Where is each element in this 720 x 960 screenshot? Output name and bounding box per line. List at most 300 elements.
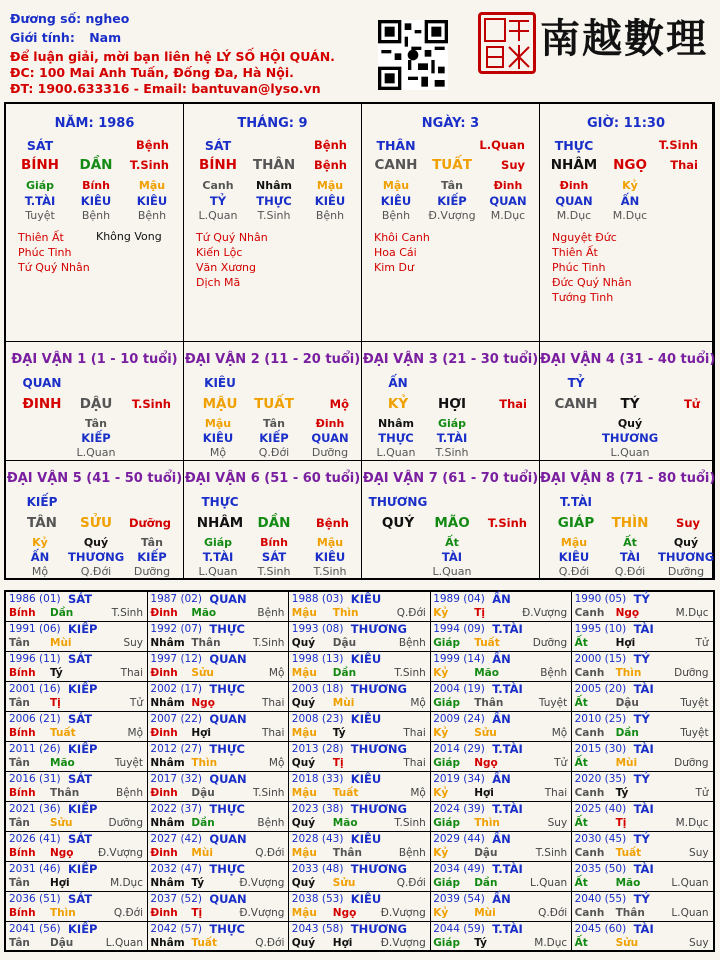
year-label: 1993 (08)	[291, 623, 344, 635]
year-can: Ất	[574, 697, 588, 709]
year-cell	[147, 922, 289, 952]
year-god: T.TÀI	[492, 802, 523, 816]
hidden-status: Bệnh	[81, 209, 111, 222]
hidden-stem: Quý	[83, 536, 109, 549]
year-can: Nhâm	[150, 637, 185, 649]
year-label: 2000 (15)	[574, 653, 627, 665]
hidden-stem: Tân	[263, 417, 285, 430]
dai-van-chi: DẬU	[79, 396, 113, 412]
hidden-stem: Mậu	[204, 417, 232, 430]
pillar-god: SÁT	[204, 138, 232, 153]
year-chi: Mùi	[615, 757, 638, 769]
year-status: Suy	[689, 937, 709, 949]
year-chi: Tị	[474, 607, 485, 619]
star-item: Tứ Quý Nhân	[196, 231, 268, 244]
year-chi: Thìn	[191, 757, 218, 769]
year-cell	[289, 592, 431, 622]
year-can: Đinh	[150, 847, 178, 859]
year-label: 2015 (30)	[574, 743, 627, 755]
year-cell	[289, 742, 431, 772]
year-cell	[572, 802, 714, 832]
year-status: T.Sinh	[252, 787, 285, 799]
year-chi: Tị	[615, 817, 627, 829]
year-god: SÁT	[68, 832, 93, 846]
dai-van-god: KIÊU	[204, 376, 236, 390]
hidden-status: Đ.Vượng	[428, 209, 476, 222]
hidden-god: QUAN	[555, 194, 593, 208]
year-label: 2001 (16)	[9, 683, 61, 695]
year-label: 2035 (50)	[574, 863, 627, 875]
stars-list	[552, 230, 632, 305]
hidden-god: ẤN	[620, 194, 640, 208]
year-can: Quý	[291, 877, 316, 889]
star-item: Văn Xương	[196, 261, 256, 274]
hidden-god: ẤN	[30, 550, 50, 564]
year-chi: Sửu	[191, 667, 214, 679]
year-status: Đ.Vượng	[239, 907, 285, 919]
hidden-status: L.Quan	[610, 446, 650, 459]
year-god: KIẾP	[68, 622, 98, 636]
year-god: ẤN	[492, 772, 511, 786]
year-label: 2039 (54)	[433, 893, 485, 905]
year-god: TÀI	[633, 622, 654, 636]
year-cell	[147, 892, 289, 922]
pillar-chi-status: Bệnh	[314, 158, 347, 172]
hidden-god: KIẾP	[259, 431, 289, 445]
year-cell	[6, 922, 148, 952]
dai-van-chi: DẦN	[257, 515, 291, 531]
year-can: Bính	[9, 607, 36, 619]
year-god: T.TÀI	[492, 742, 523, 756]
year-can: Bính	[9, 787, 36, 799]
hidden-god: THƯƠNG	[68, 550, 125, 564]
year-label: 2021 (36)	[9, 803, 61, 815]
year-chi: Sửu	[50, 817, 73, 829]
dai-van-cell	[540, 461, 716, 580]
year-chi: Mùi	[191, 847, 213, 859]
dai-van-can: NHÂM	[196, 515, 244, 531]
hidden-god: THỰC	[378, 431, 414, 445]
year-label: 1992 (07)	[150, 623, 203, 635]
star-item: Kim Dư	[374, 261, 414, 274]
dai-van-status: T.Sinh	[487, 516, 527, 530]
year-god: ẤN	[492, 652, 511, 666]
dai-van-chi: TUẤT	[254, 396, 294, 412]
year-can: Kỷ	[433, 607, 449, 619]
dai-van-can: MẬU	[202, 396, 238, 412]
year-label: 2028 (43)	[291, 833, 344, 845]
dai-van-cell	[6, 461, 184, 580]
dai-van-can: QUÝ	[381, 515, 415, 531]
year-chi: Thân	[474, 697, 504, 709]
hidden-status: Q.Đới	[258, 446, 290, 459]
year-status: Q.Đới	[396, 877, 426, 889]
year-can: Giáp	[433, 637, 461, 649]
pillar-god-status: T.Sinh	[658, 138, 698, 152]
year-chi: Mão	[191, 607, 217, 619]
pillar-chi: THÂN	[252, 157, 296, 173]
year-chi: Dậu	[50, 937, 74, 949]
pillars-grid	[4, 102, 715, 580]
year-god: THƯƠNG	[350, 622, 407, 636]
year-status: L.Quan	[671, 877, 709, 889]
year-cell	[147, 712, 289, 742]
year-label: 2029 (44)	[433, 833, 485, 845]
year-cell	[572, 892, 714, 922]
year-label: 2032 (47)	[150, 863, 203, 875]
qr-code-icon	[378, 20, 448, 90]
hidden-status: T.Sinh	[313, 565, 347, 578]
year-cell	[572, 862, 714, 892]
year-cell	[147, 652, 289, 682]
dai-van-god: ẤN	[388, 376, 408, 390]
hidden-stem: Giáp	[437, 417, 467, 430]
hidden-god: TÀI	[619, 550, 641, 564]
year-status: Bệnh	[116, 787, 143, 799]
year-can: Mậu	[291, 907, 317, 919]
year-label: 2027 (42)	[150, 833, 203, 845]
year-can: Quý	[291, 817, 316, 829]
year-cell	[572, 832, 714, 862]
hidden-god: THƯƠNG	[658, 550, 715, 564]
pillar-chi-status: Suy	[501, 158, 525, 172]
star-item: Nguyệt Đức	[552, 231, 617, 244]
year-chi: Dậu	[332, 637, 357, 649]
pillar-god-status: L.Quan	[479, 138, 525, 152]
hidden-god: T.TÀI	[24, 194, 56, 208]
year-label: 2005 (20)	[574, 683, 627, 695]
year-chi: Mùi	[332, 697, 355, 709]
year-status: T.Sinh	[394, 817, 426, 829]
year-status: Mộ	[551, 727, 568, 739]
year-can: Ất	[574, 937, 588, 949]
dai-van-status: Mộ	[329, 397, 349, 411]
year-cell	[289, 802, 431, 832]
year-status: M.Dục	[110, 877, 143, 889]
year-label: 2002 (17)	[150, 683, 203, 695]
pillar-can: NHÂM	[550, 157, 598, 173]
year-chi: Hợi	[474, 787, 494, 799]
year-label: 1986 (01)	[9, 593, 61, 605]
year-label: 2017 (32)	[150, 773, 203, 785]
year-cell	[147, 832, 289, 862]
hidden-status: Q.Đới	[558, 565, 590, 578]
year-cell	[430, 892, 572, 922]
year-god: QUAN	[209, 712, 247, 726]
year-god: KIÊU	[350, 652, 382, 666]
hidden-stem: Bính	[82, 179, 110, 192]
year-chi: Sửu	[332, 877, 356, 889]
year-label: 1997 (12)	[150, 653, 203, 665]
year-chi: Hợi	[615, 637, 636, 649]
dai-van-title: ĐẠI VẬN 2 (11 - 20 tuổi)	[184, 352, 361, 367]
year-cell	[289, 832, 431, 862]
dai-van-title: ĐẠI VẬN 8 (71 - 80 tuổi)	[540, 471, 716, 486]
hidden-status: Q.Đới	[80, 565, 112, 578]
year-can: Mậu	[291, 727, 317, 739]
star-item: Phúc Tinh	[552, 261, 606, 274]
year-label: 2013 (28)	[291, 743, 344, 755]
year-label: 2026 (41)	[9, 833, 61, 845]
year-god: KIẾP	[68, 682, 98, 696]
year-cell	[289, 922, 431, 952]
year-can: Mậu	[291, 847, 317, 859]
dai-van-title: ĐẠI VẬN 7 (61 - 70 tuổi)	[362, 471, 539, 486]
dai-van-cell	[6, 342, 184, 461]
year-label: 2023 (38)	[291, 803, 344, 815]
dai-van-title: ĐẠI VẬN 5 (41 - 50 tuổi)	[6, 471, 183, 486]
hidden-stem: Giáp	[25, 179, 55, 192]
year-can: Canh	[574, 787, 605, 799]
year-chi: Ngọ	[615, 607, 640, 619]
year-chi: Dần	[615, 727, 639, 739]
year-chi: Mão	[332, 817, 358, 829]
year-can: Canh	[574, 727, 605, 739]
dai-van-status: T.Sinh	[131, 397, 171, 411]
year-status: Tuyệt	[114, 757, 143, 769]
dai-van-status: Suy	[676, 516, 700, 530]
year-label: 1994 (09)	[433, 623, 485, 635]
year-can: Giáp	[433, 877, 461, 889]
year-cell	[430, 832, 572, 862]
pillar-cell	[540, 104, 713, 342]
year-status: Đ.Vượng	[97, 847, 143, 859]
hidden-god: KIÊU	[380, 194, 412, 208]
year-label: 2040 (55)	[574, 893, 627, 905]
year-status: L.Quan	[105, 937, 143, 949]
year-god: KIÊU	[350, 832, 382, 846]
year-god: SÁT	[68, 772, 93, 786]
year-god: TÀI	[633, 802, 654, 816]
year-status: T.Sinh	[394, 667, 426, 679]
year-can: Nhâm	[150, 697, 185, 709]
year-god: QUAN	[209, 592, 247, 606]
year-label: 1998 (13)	[291, 653, 344, 665]
year-can: Giáp	[433, 937, 461, 949]
dai-van-can: TÂN	[27, 515, 57, 531]
year-chi: Tuất	[332, 787, 359, 799]
year-cell	[289, 892, 431, 922]
year-label: 2014 (29)	[433, 743, 485, 755]
year-chi: Tị	[191, 907, 203, 919]
phone-email-line: ĐT: 1900.633316 - Email: bantuvan@lyso.vn	[10, 81, 321, 96]
pillar-god-status: Bệnh	[136, 138, 169, 152]
year-label: 2011 (26)	[9, 743, 61, 755]
year-god: TÀI	[633, 682, 654, 696]
dai-van-god: KIẾP	[26, 495, 58, 509]
gender-value: Nam	[89, 30, 122, 45]
year-cell	[289, 622, 431, 652]
year-status: Q.Đới	[255, 937, 285, 949]
year-can: Ất	[574, 877, 588, 889]
year-chi: Dần	[332, 667, 357, 679]
year-god: THỰC	[209, 922, 245, 936]
year-god: KIÊU	[350, 592, 382, 606]
dai-van-can: CANH	[554, 396, 598, 412]
hidden-god: T.TÀI	[202, 550, 234, 564]
year-can: Bính	[9, 667, 36, 679]
year-cell	[289, 682, 431, 712]
year-label: 2022 (37)	[150, 803, 203, 815]
year-status: Tử	[129, 697, 143, 709]
hidden-stem: Mậu	[382, 179, 410, 192]
dai-van-cell	[184, 342, 362, 461]
star-item: Kiến Lộc	[196, 246, 243, 259]
year-status: Bệnh	[398, 637, 426, 649]
year-status: Thai	[120, 667, 143, 679]
year-cell	[572, 712, 714, 742]
year-chi: Mùi	[50, 637, 72, 649]
year-cell	[6, 592, 148, 622]
hidden-status: Dưỡng	[667, 565, 705, 578]
year-cell	[430, 922, 572, 952]
year-god: THỰC	[209, 862, 245, 876]
pillar-god: THÂN	[376, 138, 416, 153]
year-chi: Dậu	[191, 787, 215, 799]
hidden-stem: Tân	[85, 417, 107, 430]
dai-van-title: ĐẠI VẬN 4 (31 - 40 tuổi)	[540, 352, 716, 367]
dai-van-god: TỶ	[567, 376, 585, 390]
year-status: Q.Đới	[396, 607, 426, 619]
year-cell	[6, 832, 148, 862]
year-can: Giáp	[433, 697, 461, 709]
hidden-status: Q.Đới	[614, 565, 646, 578]
hidden-status: M.Dục	[490, 209, 526, 222]
year-god: SÁT	[68, 652, 93, 666]
year-label: 1988 (03)	[291, 593, 344, 605]
pillar-god-status: Bệnh	[314, 138, 347, 152]
year-label: 1995 (10)	[574, 623, 627, 635]
year-status: Thai	[261, 727, 285, 739]
pillar-chi-status: T.Sinh	[129, 158, 169, 172]
year-label: 2030 (45)	[574, 833, 627, 845]
year-status: Tuyệt	[538, 697, 568, 709]
year-god: SÁT	[68, 712, 93, 726]
year-god: TỶ	[633, 592, 650, 606]
year-can: Kỷ	[433, 667, 449, 679]
year-cell	[6, 802, 148, 832]
address-line: ĐC: 100 Mai Anh Tuấn, Đống Đa, Hà Nội.	[10, 65, 294, 80]
pillar-cell	[6, 104, 184, 342]
year-status: Bệnh	[257, 607, 285, 619]
year-cell	[6, 862, 148, 892]
year-chi: Tý	[474, 937, 487, 949]
hidden-status: Bệnh	[381, 209, 411, 222]
year-chi: Tý	[191, 877, 205, 889]
pillar-cell	[184, 104, 362, 342]
year-status: Tuyệt	[680, 727, 709, 739]
pillar-cell	[362, 104, 540, 342]
year-god: T.TÀI	[492, 922, 523, 936]
stars-list	[374, 230, 430, 275]
hidden-god: TỶ	[209, 194, 227, 208]
year-can: Ất	[574, 637, 588, 649]
dai-van-cell	[184, 461, 362, 580]
pillar-title: NGÀY: 3	[421, 116, 480, 131]
hidden-god: THƯƠNG	[602, 431, 659, 445]
year-can: Tân	[9, 697, 30, 709]
year-status: Thai	[403, 727, 426, 739]
hidden-stem: Bính	[260, 536, 288, 549]
hidden-god: KIÊU	[136, 194, 168, 208]
year-label: 1991 (06)	[9, 623, 61, 635]
year-can: Bính	[9, 847, 36, 859]
year-label: 2019 (34)	[433, 773, 485, 785]
dai-van-chi: SỬU	[80, 515, 112, 531]
year-label: 2045 (60)	[574, 923, 627, 935]
year-label: 2012 (27)	[150, 743, 203, 755]
year-god: THƯƠNG	[350, 922, 407, 936]
year-status: Tuyệt	[680, 697, 709, 709]
year-god: TỶ	[633, 832, 650, 846]
hidden-stem: Nhâm	[256, 179, 292, 192]
hidden-god: QUAN	[489, 194, 527, 208]
pillar-title: NĂM: 1986	[54, 116, 135, 131]
year-chi: Mão	[474, 667, 499, 679]
year-chi: Tuất	[474, 637, 500, 649]
year-status: Q.Đới	[113, 907, 143, 919]
year-cell	[6, 772, 148, 802]
year-can: Quý	[291, 757, 316, 769]
hidden-stem: Ất	[445, 536, 459, 549]
hidden-stem: Quý	[673, 536, 699, 549]
year-status: Dưỡng	[674, 757, 709, 769]
hidden-status: L.Quan	[376, 446, 416, 459]
hidden-status: L.Quan	[198, 209, 238, 222]
hidden-status: T.Sinh	[257, 565, 291, 578]
year-god: KIẾP	[68, 742, 98, 756]
year-god: TÀI	[633, 922, 654, 936]
year-cell	[147, 742, 289, 772]
year-chi: Tuất	[191, 937, 217, 949]
hidden-god: T.TÀI	[436, 431, 468, 445]
hidden-status: Bệnh	[315, 209, 345, 222]
year-cell	[289, 772, 431, 802]
year-cell	[289, 862, 431, 892]
pillar-can: BÍNH	[21, 157, 59, 173]
year-status: Q.Đới	[255, 847, 285, 859]
hidden-stem: Mậu	[560, 536, 588, 549]
year-label: 2018 (33)	[291, 773, 344, 785]
year-god: QUAN	[209, 652, 247, 666]
year-god: T.TÀI	[492, 862, 523, 876]
year-label: 2003 (18)	[291, 683, 344, 695]
year-label: 2020 (35)	[574, 773, 627, 785]
dai-van-title: ĐẠI VẬN 3 (21 - 30 tuổi)	[362, 352, 539, 367]
year-god: KIẾP	[68, 802, 98, 816]
year-label: 1999 (14)	[433, 653, 485, 665]
hidden-god: TÀI	[441, 550, 463, 564]
year-status: Đ.Vượng	[239, 877, 285, 889]
year-can: Quý	[291, 937, 316, 949]
hidden-stem: Mậu	[138, 179, 166, 192]
stars-list	[18, 230, 90, 275]
hidden-status: Mộ	[31, 565, 49, 578]
year-cell	[147, 622, 289, 652]
yearly-grid	[4, 590, 715, 952]
year-chi: Ngọ	[332, 907, 357, 919]
year-god: T.TÀI	[492, 622, 523, 636]
year-can: Canh	[574, 847, 605, 859]
star-item: Đức Quý Nhân	[552, 276, 632, 289]
dai-van-cell	[362, 461, 540, 580]
hidden-stem: Mậu	[316, 179, 344, 192]
star-item: Khôi Canh	[374, 231, 430, 244]
year-can: Kỷ	[433, 787, 449, 799]
year-can: Nhâm	[150, 877, 185, 889]
year-status: T.Sinh	[535, 847, 568, 859]
hidden-status: T.Sinh	[257, 209, 291, 222]
